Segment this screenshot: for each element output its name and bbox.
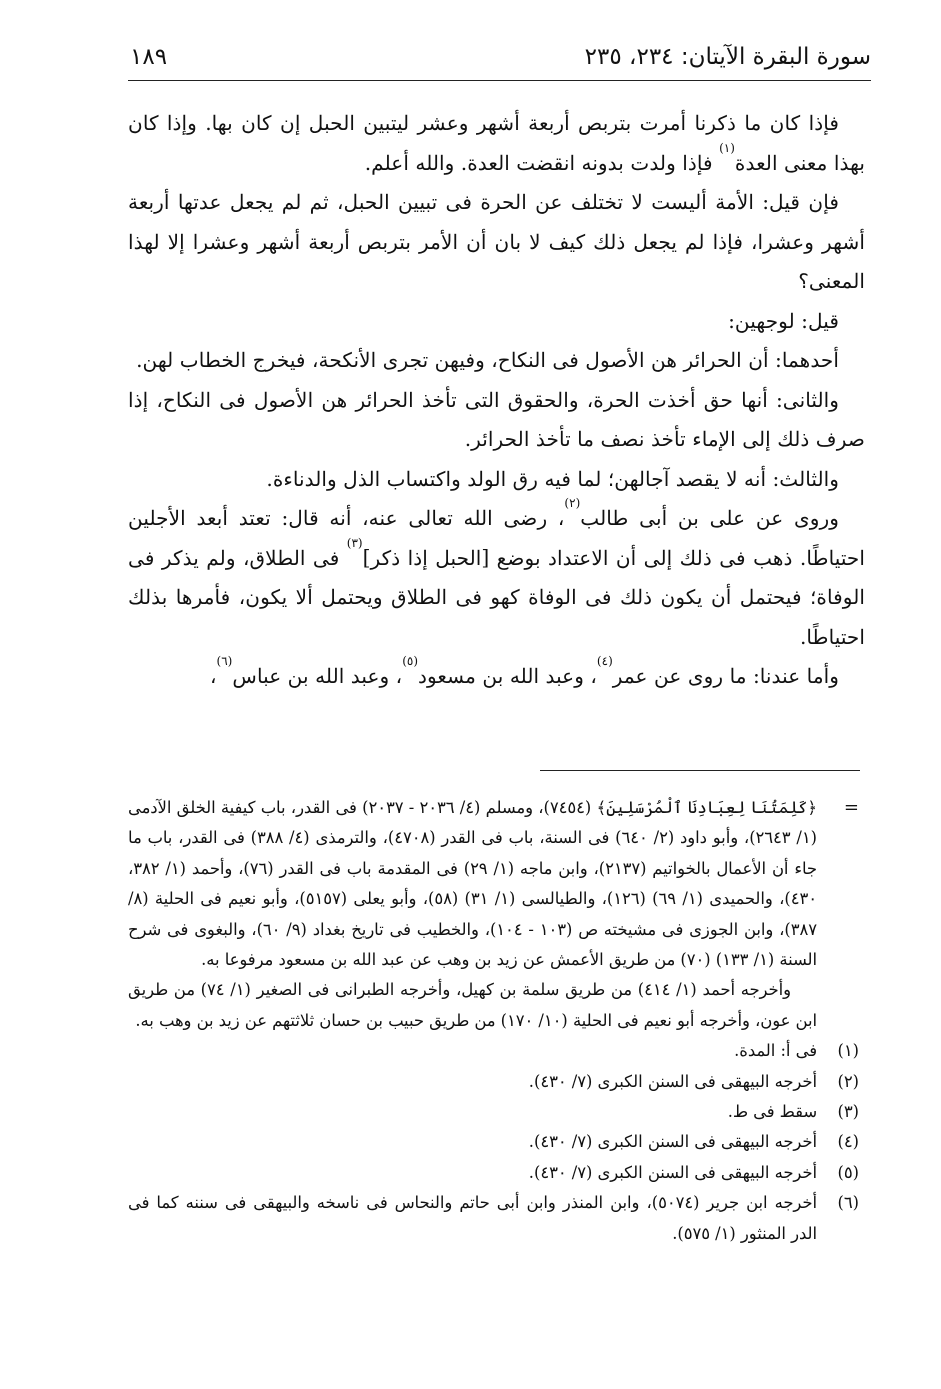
footnote-ref-3[interactable]: (٣) [346, 535, 363, 550]
paragraph-8 [128, 654, 865, 697]
paragraph-5: والثانى: أنها حق أخذت الحرة، والحقوق التى تأخذ الحرائر هن الأصول فى النكاح، إذا صرف ذلك إلى الإماء تأخذ نصف ما تأخذ الحرائر. [128, 387, 865, 451]
footnote-text: أخرجه البيهقى فى السنن الكبرى (٧/ ٤٣٠). [528, 1071, 817, 1091]
footnote-item [128, 1158, 865, 1188]
continuation-mark: = [843, 797, 859, 818]
footnote-list [128, 1036, 865, 1249]
footnote-ref-6[interactable]: (٦) [216, 654, 233, 668]
footnote-text: أخرجه ابن جرير (٥٠٧٤)، وابن المنذر وابن أبى حاتم والنحاس فى ناسخه والبيهقى فى سننه كما فى الدر المنثور (١/ ٥٧٥). [128, 1193, 817, 1243]
running-header [128, 40, 871, 81]
footnote-text: أخرجه البيهقى فى السنن الكبرى (٧/ ٤٣٠). [528, 1132, 817, 1152]
main-text [128, 104, 865, 697]
footnote-item [128, 1067, 865, 1097]
paragraph-3: قيل: لوجهين: [728, 308, 839, 333]
paragraph-7 [128, 496, 865, 657]
paragraph-2: فإن قيل: الأمة أليست لا تختلف عن الحرة فى تبيين الحبل، ثم لم يجعل عدتها أربعة أشهر وعشرا، فإذا لم يجعل ذلك كيف لا بان أن الأمر بتربص أربعة أشهر وعشرا إلا لهذا المعنى؟ [128, 190, 865, 293]
footnote-item [128, 1188, 865, 1249]
paragraph-7-text-c: فى الطلاق، ولم يذكر فى الوفاة؛ فيحتمل أن يكون ذلك فى الوفاة كهو فى الطلاق ويحتمل ألا يكون، فأمرها بذلك احتياطًا. [128, 545, 865, 649]
running-title: سورة البقرة الآيتان: ٢٣٤، ٢٣٥ [584, 44, 871, 70]
footnote-ref-4[interactable]: (٤) [596, 654, 613, 668]
footnote-number: (٤) [837, 1132, 859, 1152]
page-number: ١٨٩ [130, 44, 168, 70]
continuation-text-1: ﴿كَلِمَتُنَا لِعِبَادِنَا ٱلْمُرْسَلِينَ﴾ (٧٤٥٤)، ومسلم (٤/ ٢٠٣٦ - ٢٠٣٧) فى القدر، باب كيفية الخلق الآدمى (١/ ٢٦٤٣)، وأبو داود (٢/ ٦٤٠) فى السنة، باب فى القدر (٤٧٠٨)، والترمذى (٤/ ٣٨٨) فى القدر، باب ما جاء أن الأعمال بالخواتيم (٢١٣٧)، وابن ماجه (١/ ٢٩) فى المقدمة باب فى القدر (٧٦)، وأحمد (١/ ٣٨٢، ٤٣٠)، والحميدى (١/ ٦٩) (١٢٦)، والطيالسى (١/ ٣١) (٥٨)، وأبو يعلى (٥١٥٧)، وأبو نعيم فى الحلية (٨/ ٣٨٧)، وابن الجوزى فى مشيخته ص (١٠٣ - ١٠٤)، والخطيب فى تاريخ بغداد (٩/ ٦٠)، والبغوى فى شرح السنة (١/ ١٣٣) (٧٠) من طريق الأعمش عن زيد بن وهب عن عبد الله بن مسعود مرفوعا به. [128, 798, 817, 970]
paragraph-7-text-a: وروى عن على بن أبى طالب [580, 506, 839, 530]
footnote-item [128, 1097, 865, 1127]
paragraph-8-text-d: ، [209, 664, 217, 688]
paragraph-1-text: فإذا كان ما ذكرنا أمرت بتربص أربعة أشهر وعشر ليتبين الحبل إن كان بها. وإذا كان بهذا معنى العدة [128, 111, 865, 175]
footnote-ref-5[interactable]: (٥) [402, 654, 419, 668]
footnote-text: سقط فى ط. [727, 1102, 817, 1122]
paragraph-1 [128, 104, 865, 183]
footnote-item [128, 1036, 865, 1066]
footnote-continuation [128, 793, 865, 1036]
paragraph-6: والثالث: أنه لا يقصد آجالهن؛ لما فيه رق الولد واكتساب الذل والدناءة. [266, 466, 839, 491]
paragraph-1-end: فإذا ولدت بدونه انقضت العدة. والله أعلم. [364, 150, 720, 175]
footnote-item [128, 1127, 865, 1157]
paragraph-7-text-b: ، رضى الله تعالى عنه، أنه قال: تعتد أبعد الأجلين احتياطًا. ذهب فى ذلك إلى أن الاعتداد بوضع [الحبل إذا ذكر] [128, 506, 865, 570]
paragraph-8-text-b: ، وعبد الله بن مسعود [418, 664, 597, 688]
footnote-number: (٣) [837, 1102, 859, 1122]
footnote-number: (٢) [837, 1071, 859, 1091]
footnote-number: (٥) [837, 1162, 859, 1182]
footnote-separator [540, 770, 860, 771]
footnote-text: أخرجه البيهقى فى السنن الكبرى (٧/ ٤٣٠). [528, 1162, 817, 1182]
paragraph-8-text-c: ، وعبد الله بن عباس [232, 664, 403, 688]
footnote-number: (١) [837, 1041, 859, 1061]
continuation-text-2: وأخرجه أحمد (١/ ٤١٤) من طريق سلمة بن كهيل، وأخرجه الطبرانى فى الصغير (١/ ٧٤) من طريق ابن عون، وأخرجه أبو نعيم فى الحلية (١٠/ ١٧٠) من طريق حبيب بن حسان ثلاثتهم عن زيد بن وهب به. [128, 980, 817, 1030]
footnote-text: فى أ: المدة. [734, 1041, 817, 1061]
paragraph-4: أحدهما: أن الحرائر هن الأصول فى النكاح، وفيهن تجرى الأنكحة، فيخرج الخطاب لهن. [136, 348, 839, 372]
paragraph-8-text-a: وأما عندنا: ما روى عن عمر [612, 664, 839, 688]
footnote-ref-2[interactable]: (٢) [564, 496, 581, 510]
footnote-number: (٦) [837, 1193, 859, 1213]
footnote-ref-1[interactable]: (١) [719, 140, 735, 155]
footnotes [128, 793, 865, 1249]
